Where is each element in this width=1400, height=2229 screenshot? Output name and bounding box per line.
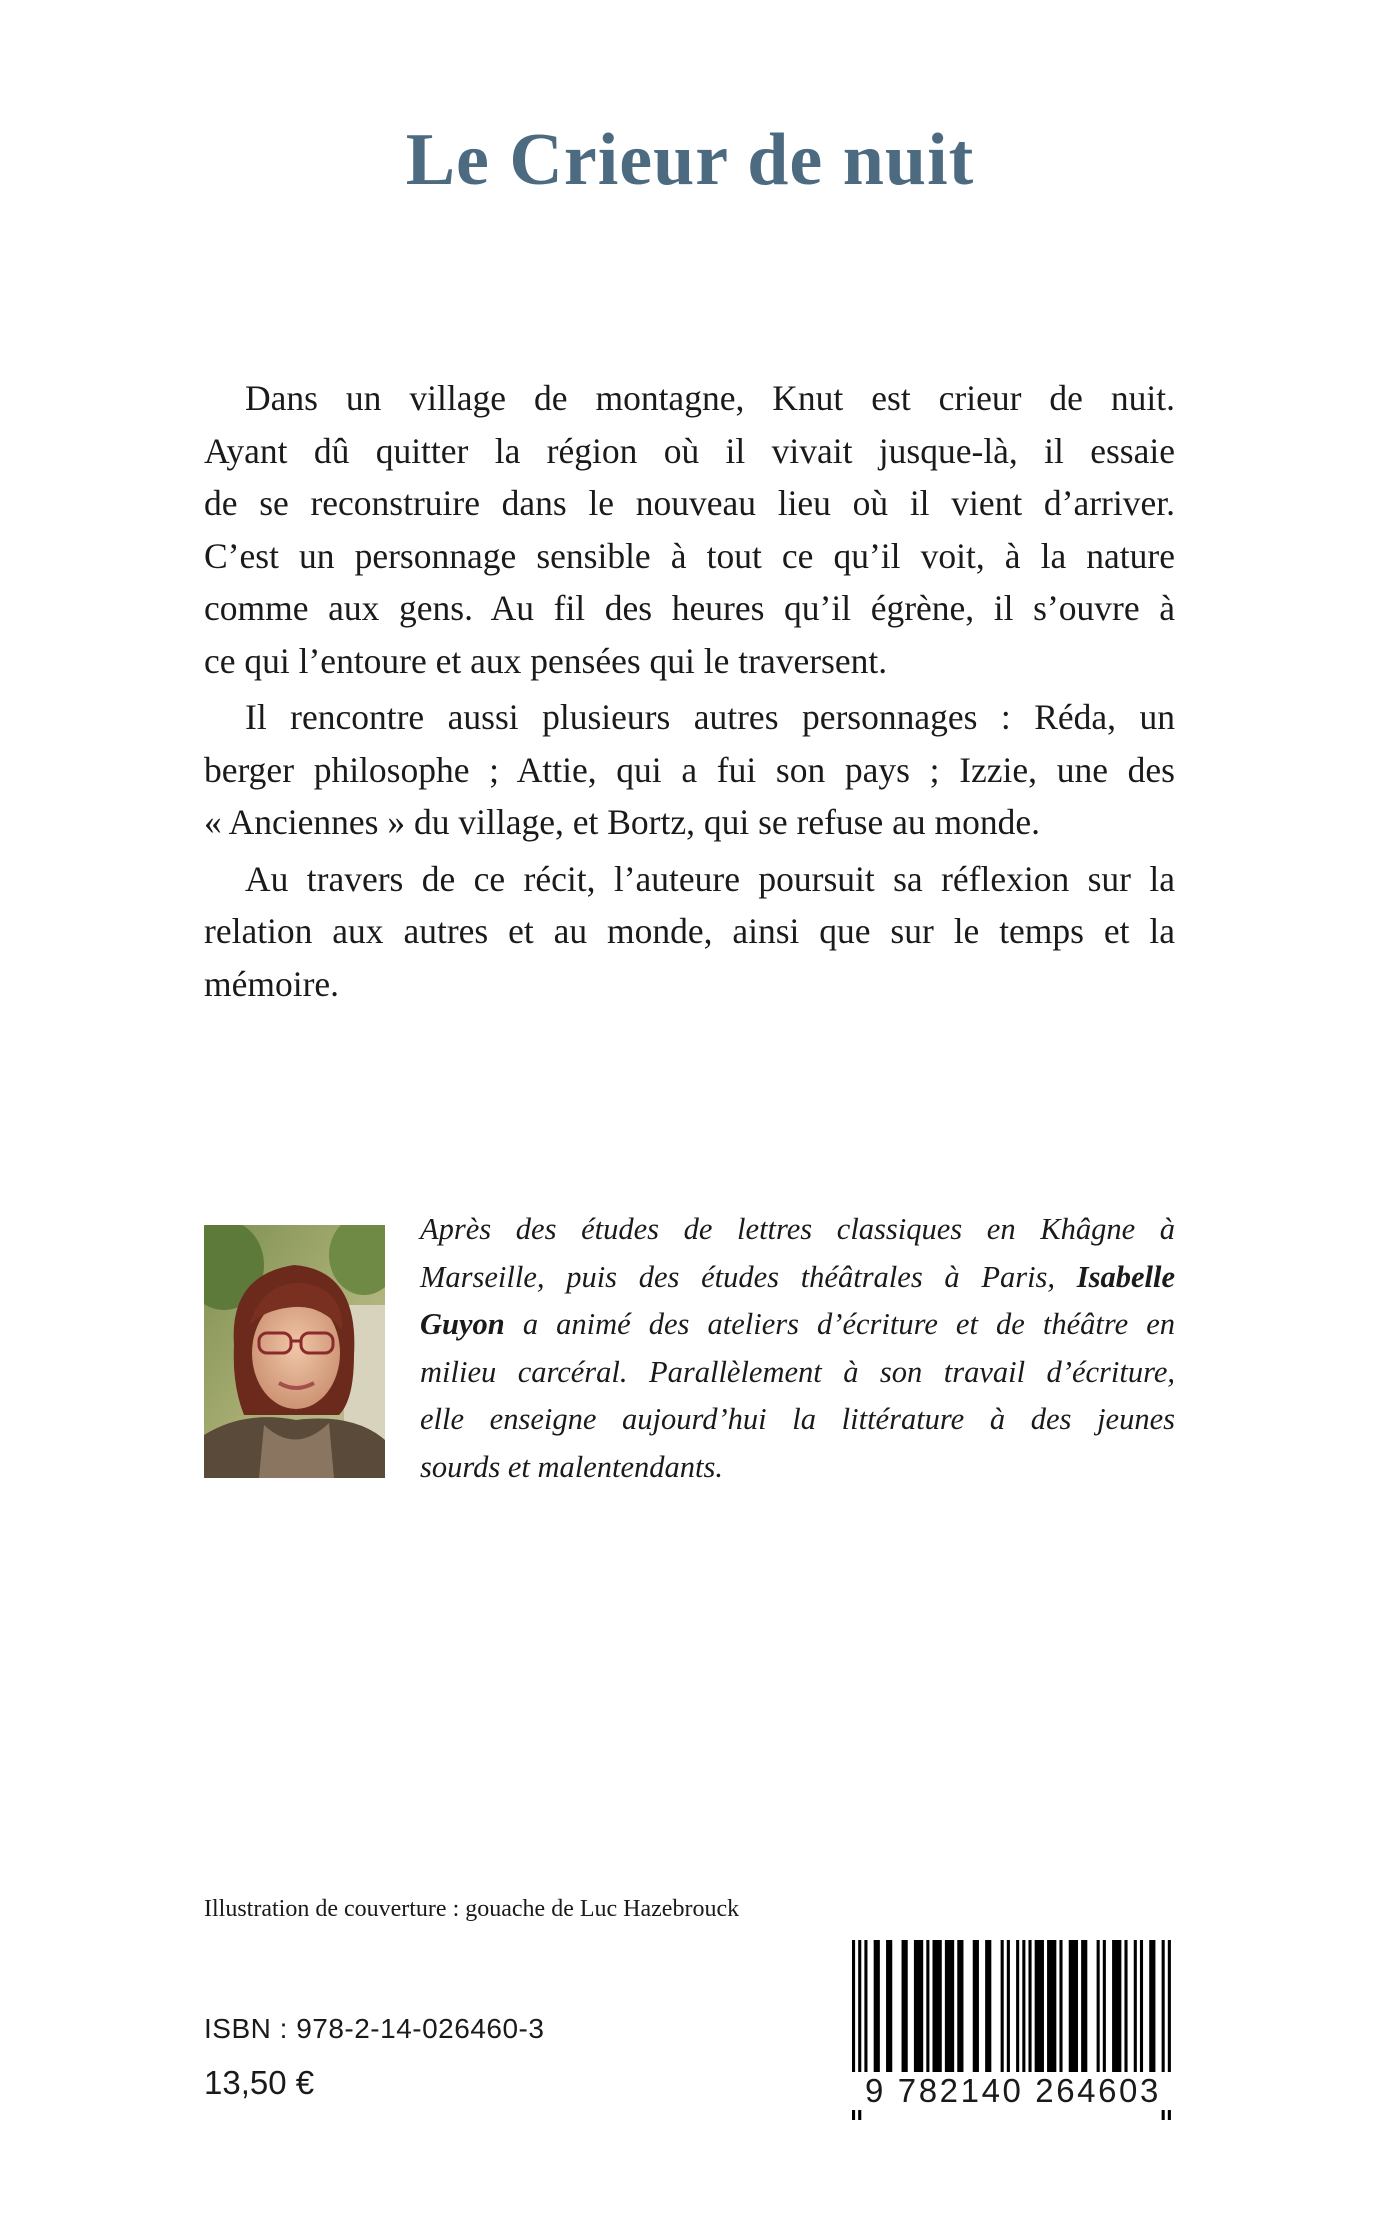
bio-line — [420, 1301, 1175, 1349]
barcode-bar — [1112, 1940, 1121, 2072]
barcode-bar — [1001, 1940, 1004, 2072]
price: 13,50 € — [204, 2064, 315, 2101]
barcode-bar — [886, 1940, 892, 2072]
synopsis-line: de se reconstruire dans le nouveau lieu où il vient d’arriver. — [204, 483, 1175, 523]
bio-line: elle enseigne aujourd’hui la littérature à des jeunes — [420, 1402, 1175, 1436]
bio-text: Marseille, puis des études théâtrales à Paris, — [420, 1259, 1056, 1294]
barcode-bar — [874, 1940, 880, 2072]
synopsis-line: Ayant dû quitter la région où il vivait jusque-là, il essaie — [204, 430, 1175, 471]
book-title: Le Crieur de nuit — [405, 119, 975, 201]
barcode-bar — [933, 1940, 942, 2072]
synopsis-paragraph-3 — [204, 853, 1175, 1011]
synopsis-line: berger philosophe ; Attie, qui a fui son pays ; Izzie, une des — [204, 749, 1175, 790]
author-bio — [420, 1206, 1175, 1491]
bio-line: sourds et malentendants. — [420, 1449, 724, 1484]
synopsis-paragraph-2 — [204, 691, 1175, 849]
barcode-bar — [926, 1940, 929, 2072]
barcode-bar — [945, 1940, 954, 2072]
barcode-bar — [985, 1940, 991, 2072]
barcode-bar — [973, 1940, 979, 2072]
synopsis-line: Il rencontre aussi plusieurs autres personnages : Réda, un — [245, 697, 1175, 737]
barcode-bar — [1081, 1940, 1087, 2072]
barcode-bar — [1103, 1940, 1106, 2072]
synopsis-line: « Anciennes » du village, et Bortz, qui se refuse au monde. — [204, 802, 1041, 842]
barcode-bar — [1097, 1940, 1100, 2072]
synopsis-line: C’est un personnage sensible à tout ce qu’il voit, à la nature — [204, 535, 1175, 576]
barcode-bar — [1007, 1940, 1010, 2072]
barcode-bar — [1149, 1940, 1155, 2072]
author-first-name: Isabelle — [1076, 1259, 1176, 1294]
barcode-bar — [957, 1940, 963, 2072]
barcode-bar — [1069, 1940, 1078, 2072]
barcode-bar — [1016, 1940, 1019, 2072]
barcode-bar — [1059, 1940, 1062, 2072]
bio-line — [420, 1254, 1175, 1302]
synopsis-line: Au travers de ce récit, l’auteure poursuit sa réflexion sur la — [245, 858, 1175, 899]
illustration-credit: Illustration de couverture : gouache de Luc Hazebrouck — [204, 1896, 740, 1922]
synopsis-line: relation aux autres et au monde, ainsi que sur le temps et la — [204, 911, 1175, 951]
author-photo — [204, 1225, 385, 1478]
synopsis-line: mémoire. — [204, 963, 340, 1004]
synopsis-paragraph-1 — [204, 372, 1175, 687]
barcode-bar — [864, 1940, 867, 2072]
barcode-bar — [1035, 1940, 1044, 2072]
barcode-bar — [1140, 1940, 1143, 2072]
barcode-bar — [1028, 1940, 1031, 2072]
isbn: ISBN : 978-2-14-026460-3 — [204, 2013, 545, 2044]
barcode-bar — [914, 1940, 923, 2072]
bio-line: milieu carcéral. Parallèlement à son travail d’écriture, — [420, 1354, 1175, 1389]
synopsis-line: ce qui l’entoure et aux pensées qui le traversent. — [204, 640, 888, 681]
synopsis-line: comme aux gens. Au fil des heures qu’il égrène, il s’ouvre à — [204, 588, 1175, 628]
barcode-bar — [1047, 1940, 1056, 2072]
barcode-bar — [902, 1940, 908, 2072]
bio-line: Après des études de lettres classiques en Khâgne à — [420, 1212, 1175, 1246]
barcode-digits: 9 782140 264603 — [848, 2072, 1178, 2110]
barcode-bar — [1124, 1940, 1127, 2072]
author-last-name: Guyon — [420, 1307, 505, 1341]
synopsis-line: Dans un village de montagne, Knut est crieur de nuit. — [245, 378, 1175, 418]
bio-text: a animé des ateliers d’écriture et de théâtre en — [522, 1307, 1175, 1341]
synopsis — [204, 372, 1175, 1014]
barcode-bar — [1134, 1940, 1137, 2072]
barcode-bar — [1022, 1940, 1025, 2072]
